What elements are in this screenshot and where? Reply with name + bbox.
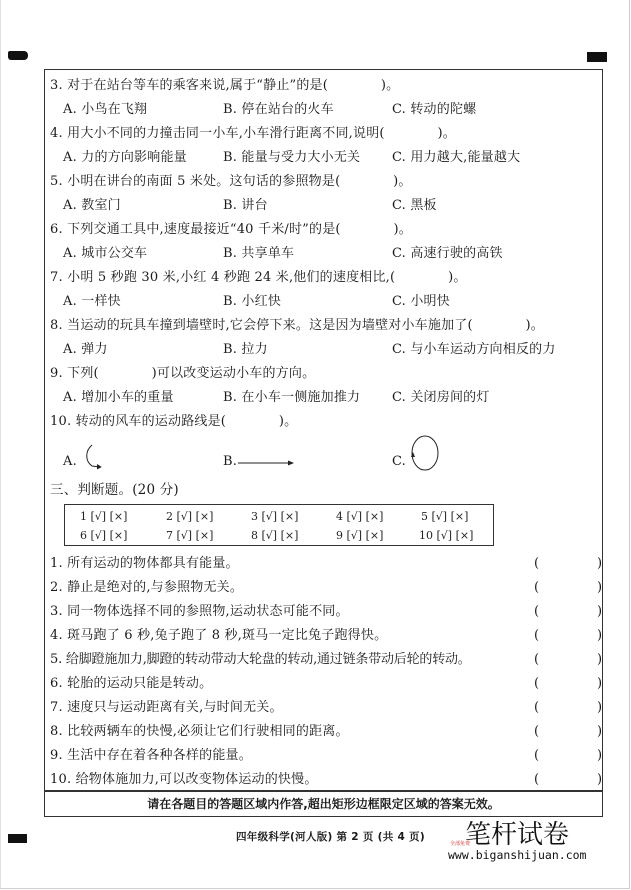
answer-paren-right: ) bbox=[597, 748, 603, 763]
answer-cell-2[interactable]: 2 [√] [×] bbox=[166, 510, 214, 523]
q5-option-c: C. 黑板 bbox=[392, 198, 437, 213]
answer-cell-7[interactable]: 7 [√] [×] bbox=[166, 529, 214, 542]
question-4: 4. 用大小不同的力撞击同一小车,小车滑行距离不同,说明( )。 bbox=[50, 126, 456, 141]
judgment-9: 9. 生活中存在着各种各样的能量。 bbox=[50, 748, 252, 763]
question-10: 10. 转动的风车的运动路线是( )。 bbox=[50, 414, 298, 429]
q8-option-a: A. 弹力 bbox=[63, 342, 108, 357]
question-7: 7. 小明 5 秒跑 30 米,小红 4 秒跑 24 米,他们的速度相比,( )。 bbox=[50, 270, 467, 285]
q5-option-b: B. 讲台 bbox=[223, 198, 268, 213]
answer-paren-right: ) bbox=[597, 772, 603, 787]
q4-option-b: B. 能量与受力大小无关 bbox=[223, 150, 361, 165]
answer-area-notice: 请在各题目的答题区域内作答,超出矩形边框限定区域的答案无效。 bbox=[44, 791, 603, 817]
q6-option-a: A. 城市公交车 bbox=[63, 246, 148, 261]
answer-paren-right: ) bbox=[597, 652, 603, 667]
judgment-5: 5. 给脚蹬施加力,脚蹬的转动带动大轮盘的转动,通过链条带动后轮的转动。 bbox=[50, 652, 471, 667]
answer-paren-left: ( bbox=[534, 556, 540, 571]
answer-cell-8[interactable]: 8 [√] [×] bbox=[251, 529, 299, 542]
circle-arrow-icon bbox=[406, 434, 442, 474]
answer-paren-left: ( bbox=[534, 652, 540, 667]
q8-option-c: C. 与小车运动方向相反的力 bbox=[392, 342, 556, 357]
q3-option-a: A. 小鸟在飞翔 bbox=[63, 102, 148, 117]
q9-option-a: A. 增加小车的重量 bbox=[63, 390, 174, 405]
answer-paren-right: ) bbox=[597, 580, 603, 595]
answer-paren-left: ( bbox=[534, 724, 540, 739]
judgment-3: 3. 同一物体选择不同的参照物,运动状态可能不同。 bbox=[50, 604, 349, 619]
judgment-7: 7. 速度只与运动距离有关,与时间无关。 bbox=[50, 700, 283, 715]
straight-arrow-icon bbox=[238, 458, 296, 468]
section-3-title: 三、判断题。(20 分) bbox=[50, 482, 179, 498]
answer-cell-5[interactable]: 5 [√] [×] bbox=[421, 510, 469, 523]
answer-paren-right: ) bbox=[597, 556, 603, 571]
q6-option-c: C. 高速行驶的高铁 bbox=[392, 246, 503, 261]
q3-option-b: B. 停在站台的火车 bbox=[223, 102, 334, 117]
judgment-8: 8. 比较两辆车的快慢,必须让它们行驶相同的距离。 bbox=[50, 724, 349, 739]
answer-cell-3[interactable]: 3 [√] [×] bbox=[251, 510, 299, 523]
answer-paren-right: ) bbox=[597, 628, 603, 643]
judgment-6: 6. 轮胎的运动只能是转动。 bbox=[50, 676, 213, 691]
answer-paren-right: ) bbox=[597, 700, 603, 715]
q4-option-a: A. 力的方向影响能量 bbox=[63, 150, 187, 165]
watermark-tag: 全部免费 bbox=[450, 841, 471, 847]
q10-option-b: B. bbox=[223, 454, 238, 469]
answer-paren-left: ( bbox=[534, 748, 540, 763]
registration-mark-top-right bbox=[587, 52, 607, 62]
answer-cell-10[interactable]: 10 [√] [×] bbox=[419, 529, 474, 542]
watermark-title: 笔杆试卷 bbox=[465, 820, 570, 850]
q5-option-a: A. 教室门 bbox=[63, 198, 121, 213]
q3-option-c: C. 转动的陀螺 bbox=[392, 102, 477, 117]
answer-cell-6[interactable]: 6 [√] [×] bbox=[80, 529, 128, 542]
q9-option-b: B. 在小车一侧施加推力 bbox=[223, 390, 361, 405]
answer-paren-left: ( bbox=[534, 676, 540, 691]
question-9: 9. 下列( )可以改变运动小车的方向。 bbox=[50, 366, 316, 381]
answer-paren-left: ( bbox=[534, 580, 540, 595]
q8-option-b: B. 拉力 bbox=[223, 342, 268, 357]
registration-mark-bottom-left bbox=[8, 834, 27, 843]
q7-option-b: B. 小红快 bbox=[223, 294, 282, 309]
answer-cell-1[interactable]: 1 [√] [×] bbox=[80, 510, 128, 523]
question-8: 8. 当运动的玩具车撞到墙壁时,它会停下来。这是因为墙壁对小车施加了( )。 bbox=[50, 318, 545, 333]
page-footer: 四年级科学(河人版) 第 2 页 (共 4 页) bbox=[236, 831, 425, 843]
answer-paren-left: ( bbox=[534, 604, 540, 619]
answer-cell-4[interactable]: 4 [√] [×] bbox=[336, 510, 384, 523]
q7-option-c: C. 小明快 bbox=[392, 294, 450, 309]
answer-paren-right: ) bbox=[597, 676, 603, 691]
q6-option-b: B. 共享单车 bbox=[223, 246, 295, 261]
answer-paren-left: ( bbox=[534, 772, 540, 787]
curved-arrow-icon bbox=[84, 443, 108, 473]
q7-option-a: A. 一样快 bbox=[63, 294, 121, 309]
answer-paren-left: ( bbox=[534, 700, 540, 715]
judgment-4: 4. 斑马跑了 6 秒,兔子跑了 8 秒,斑马一定比兔子跑得快。 bbox=[50, 628, 388, 643]
answer-paren-right: ) bbox=[597, 724, 603, 739]
watermark-url: www.biganshijuan.com bbox=[448, 848, 587, 862]
q9-option-c: C. 关闭房间的灯 bbox=[392, 390, 490, 405]
judgment-2: 2. 静止是绝对的,与参照物无关。 bbox=[50, 580, 244, 595]
answer-paren-right: ) bbox=[597, 604, 603, 619]
question-3: 3. 对于在站台等车的乘客来说,属于“静止”的是( )。 bbox=[50, 78, 400, 93]
answer-cell-9[interactable]: 9 [√] [×] bbox=[336, 529, 384, 542]
judgment-1: 1. 所有运动的物体都具有能量。 bbox=[50, 556, 239, 571]
registration-mark-top-left bbox=[8, 51, 28, 60]
q10-option-c: C. bbox=[392, 454, 407, 469]
q4-option-c: C. 用力越大,能量越大 bbox=[392, 150, 521, 165]
answer-paren-left: ( bbox=[534, 628, 540, 643]
question-5: 5. 小明在讲台的南面 5 米处。这句话的参照物是( )。 bbox=[50, 174, 412, 189]
question-6: 6. 下列交通工具中,速度最接近“40 千米/时”的是( )。 bbox=[50, 222, 412, 237]
judgment-10: 10. 给物体施加力,可以改变物体运动的快慢。 bbox=[50, 772, 318, 787]
q10-option-a: A. bbox=[63, 454, 77, 469]
